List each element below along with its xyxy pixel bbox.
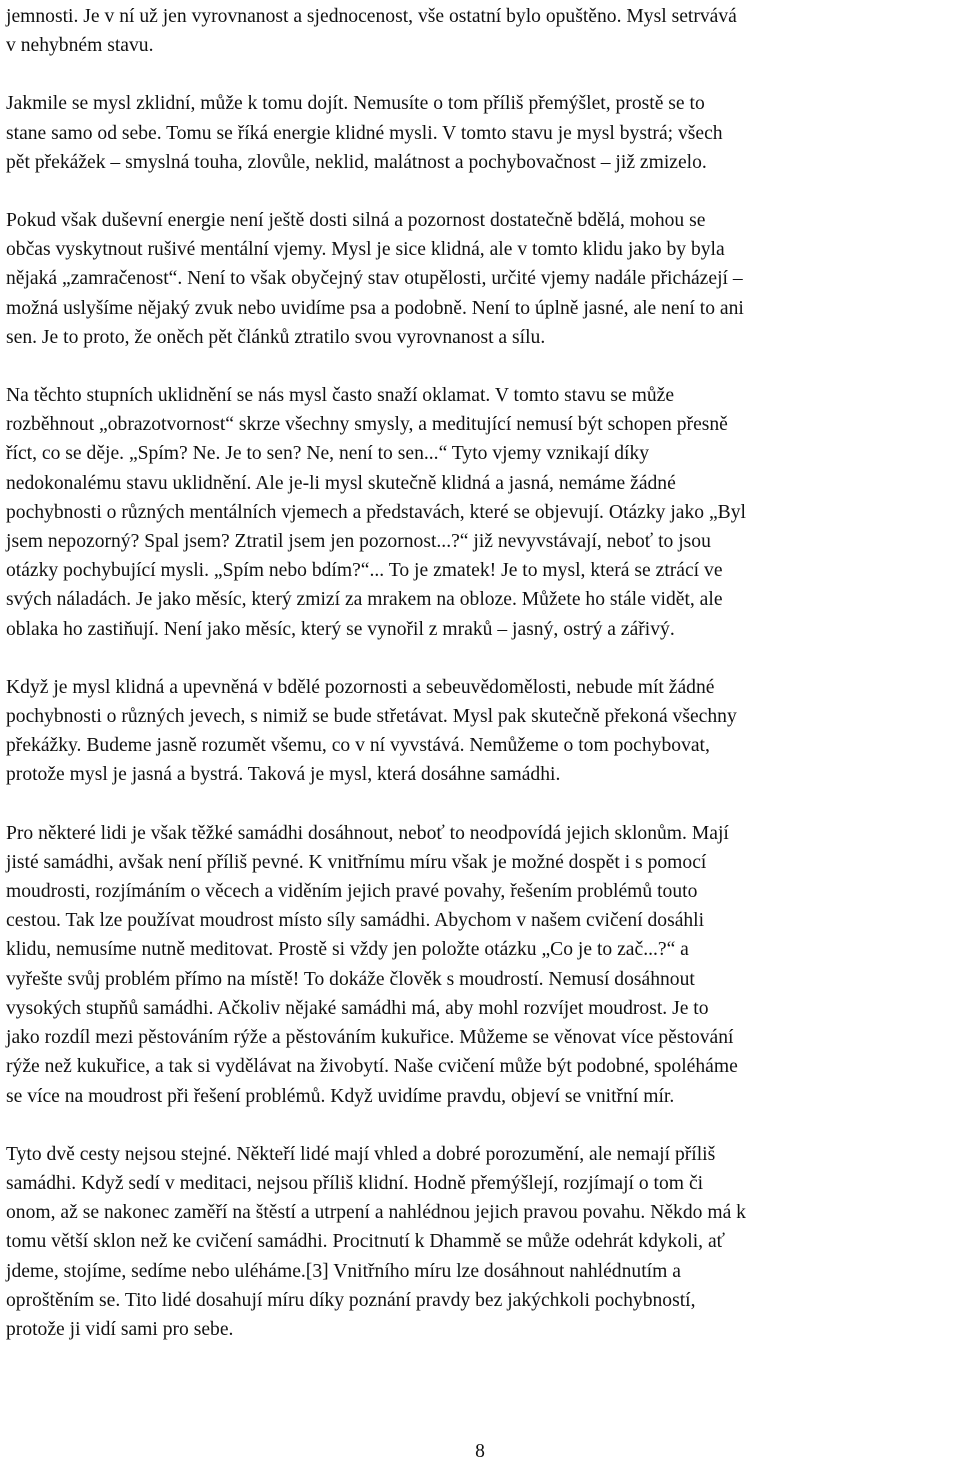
text-line: rozběhnout „obrazotvornost“ skrze všechny smysly, a meditující nemusí být schopen přesně [6, 414, 728, 436]
text-line: stane samo od sebe. Tomu se říká energie klidné mysli. V tomto stavu je mysl bystrá; všech [6, 122, 723, 144]
paragraph [6, 2, 956, 60]
text-line: onom, až se nakonec zaměří na štěstí a utrpení a nahlédnou jejich pravou povahu. Někdo má k [6, 1202, 746, 1224]
text-line: otázky pochybující mysli. „Spím nebo bdím?“... To je zmatek! Je to mysl, která se ztrácí ve [6, 560, 723, 582]
text-line: jisté samádhi, avšak není příliš pevné. K vnitřnímu míru však je možné dospět i s pomocí [6, 851, 707, 873]
text-line: tomu větší sklon než ke cvičení samádhi. Procitnutí k Dhammě se může odehrát kdykoli, ať [6, 1231, 726, 1253]
text-line: Pokud však duševní energie není ještě dosti silná a pozornost dostatečně bdělá, mohou se [6, 210, 706, 232]
paragraph [6, 819, 956, 1111]
text-line: samádhi. Když sedí v meditaci, nejsou příliš klidní. Hodně přemýšlejí, rozjímají o tom či [6, 1172, 704, 1194]
text-line: nějaká „zamračenost“. Není to však obyčejný stav otupělosti, určité vjemy nadále přicházejí – [6, 268, 743, 290]
paragraph-spacer [6, 790, 956, 819]
paragraph [6, 673, 956, 790]
text-line: jsem nepozorný? Spal jsem? Ztratil jsem jen pozornost...?“ již nevyvstávají, neboť to jsou [6, 531, 711, 553]
text-line: občas vyskytnout rušivé mentální vjemy. Mysl je sice klidná, ale v tomto klidu jako by byla [6, 239, 725, 261]
text-line: překážky. Budeme jasně rozumět všemu, co v ní vyvstává. Nemůžeme o tom pochybovat, [6, 735, 710, 757]
paragraph-spacer [6, 177, 956, 206]
text-line: sen. Je to proto, že oněch pět článků ztratilo svou vyrovnanost a sílu. [6, 326, 546, 348]
text-line: pět překážek – smyslná touha, zlovůle, neklid, malátnost a pochybovačnost – již zmizelo. [6, 151, 707, 173]
text-line: Na těchto stupních uklidnění se nás mysl často snaží oklamat. V tomto stavu se může [6, 385, 675, 407]
paragraph-spacer [6, 1111, 956, 1140]
text-line: se více na moudrost při řešení problémů. Když uvidíme pravdu, objeví se vnitřní mír. [6, 1085, 675, 1107]
text-line: pochybnosti o různých mentálních vjemech a představách, které se objevují. Otázky jako „Byl [6, 501, 746, 523]
text-line: možná uslyšíme nějaký zvuk nebo uvidíme psa a podobně. Není to úplně jasné, ale není to ani [6, 297, 744, 319]
text-line: Pro některé lidi je však těžké samádhi dosáhnout, neboť to neodpovídá jejich sklonům. Mají [6, 822, 729, 844]
text-line: cestou. Tak lze používat moudrost místo síly samádhi. Abychom v našem cvičení dosáhli [6, 910, 705, 932]
text-line: oblaka ho zastiňují. Není jako měsíc, který se vynořil z mraků – jasný, ostrý a zářivý. [6, 618, 675, 640]
text-line: Jakmile se mysl zklidní, může k tomu dojít. Nemusíte o tom příliš přemýšlet, prostě se to [6, 93, 705, 115]
paragraph [6, 206, 956, 352]
text-line: jemnosti. Je v ní už jen vyrovnanost a sjednocenost, vše ostatní bylo opuštěno. Mysl setrvává [6, 6, 737, 27]
page-number: 8 [475, 1441, 485, 1462]
text-line: rýže než kukuřice, a tak si vydělávat na živobytí. Naše cvičení může být podobné, spoléháme [6, 1056, 738, 1078]
text-line: vysokých stupňů samádhi. Ačkoliv nějaké samádhi má, aby mohl rozvíjet moudrost. Je to [6, 997, 709, 1019]
paragraph-spacer [6, 644, 956, 673]
text-line: protože mysl je jasná a bystrá. Taková je mysl, která dosáhne samádhi. [6, 764, 561, 786]
text-line: v nehybném stavu. [6, 35, 154, 57]
text-line: moudrosti, rozjímáním o věcech a viděním jejich pravé povahy, řešením problémů touto [6, 881, 698, 903]
text-line: svých náladách. Je jako měsíc, který zmizí za mrakem na obloze. Můžete ho stále vidět, ale [6, 589, 723, 611]
document-page [6, 0, 956, 1344]
text-line: říct, co se děje. „Spím? Ne. Je to sen? Ne, není to sen...“ Tyto vjemy vznikají díky [6, 443, 650, 465]
text-line: klidu, nemusíme nutně meditovat. Prostě si vždy jen položte otázku „Co je to zač...?“ a [6, 939, 689, 961]
text-line: jdeme, stojíme, sedíme nebo uléháme.[3] Vnitřního míru lze dosáhnout nahlédnutím a [6, 1260, 681, 1282]
paragraph [6, 1140, 956, 1344]
text-line: vyřešte svůj problém přímo na místě! To dokáže člověk s moudrostí. Nemusí dosáhnout [6, 968, 695, 990]
text-line: jako rozdíl mezi pěstováním rýže a pěstováním kukuřice. Můžeme se věnovat více pěstování [6, 1027, 734, 1049]
paragraph-spacer [6, 60, 956, 89]
text-line: Když je mysl klidná a upevněná v bdělé pozornosti a sebeuvědomělosti, nebude mít žádné [6, 676, 715, 698]
text-line: Tyto dvě cesty nejsou stejné. Někteří lidé mají vhled a dobré porozumění, ale nemají příliš [6, 1143, 716, 1165]
paragraph-spacer [6, 352, 956, 381]
text-line: nedokonalému stavu uklidnění. Ale je-li mysl skutečně klidná a jasná, nemáme žádné [6, 472, 676, 494]
text-line: protože ji vidí sami pro sebe. [6, 1318, 234, 1340]
text-line: oproštěním se. Tito lidé dosahují míru díky poznání pravdy bez jakýchkoli pochybností, [6, 1289, 696, 1311]
text-line: pochybnosti o různých jevech, s nimiž se bude střetávat. Mysl pak skutečně překoná všechny [6, 706, 737, 728]
paragraph [6, 381, 956, 644]
paragraph [6, 89, 956, 177]
